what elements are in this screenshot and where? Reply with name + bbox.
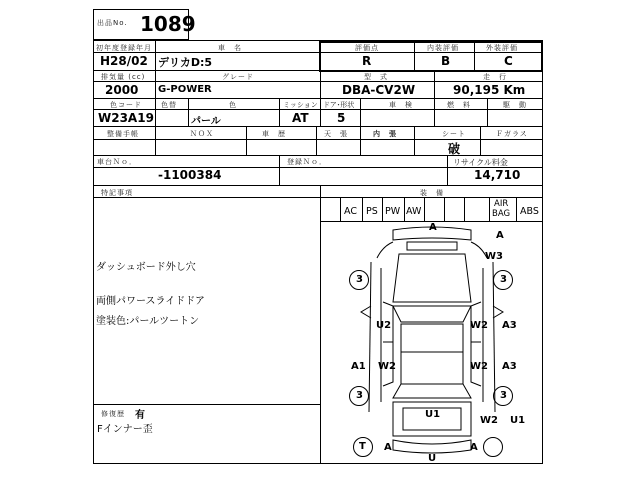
model-label: 車 名 xyxy=(218,44,242,52)
divider xyxy=(464,197,465,221)
doors-label: ドア･形状 xyxy=(323,101,355,109)
listing-number: 1089 xyxy=(140,12,196,36)
damage-mark: 3 xyxy=(356,390,363,401)
divider xyxy=(414,126,415,155)
interior-trim-label: 内 張 xyxy=(373,130,397,138)
equipment-ps: PS xyxy=(366,206,378,217)
exterior-rating-label: 外装評価 xyxy=(486,44,518,52)
nox-label: ＮＯＸ xyxy=(190,130,214,138)
glass-label: Ｆガラス xyxy=(496,130,528,138)
color-swap-label: 色替 xyxy=(161,101,177,109)
color-value: パール xyxy=(191,116,221,127)
damage-mark: 3 xyxy=(356,274,363,285)
damage-mark: W2 xyxy=(470,320,488,331)
notes-label: 特記事項 xyxy=(101,189,133,197)
exterior-rating-value: C xyxy=(504,54,513,68)
divider xyxy=(279,98,280,126)
listing-label: 出品No. xyxy=(97,19,128,27)
divider xyxy=(188,98,189,126)
history-label: 車 歴 xyxy=(262,130,286,138)
damage-mark: A xyxy=(384,442,392,453)
divider xyxy=(382,197,383,221)
car-diagram xyxy=(321,222,543,464)
damage-mark: T xyxy=(359,441,366,452)
doors-value: 5 xyxy=(337,111,346,125)
interior-rating-label: 内装評価 xyxy=(427,44,459,52)
divider xyxy=(489,197,490,221)
note-line: 塗装色:パールツートン xyxy=(96,316,200,327)
divider xyxy=(340,197,341,221)
divider xyxy=(424,197,425,221)
displacement-value: 2000 xyxy=(105,83,139,97)
spare-circle-right xyxy=(483,437,503,457)
divider xyxy=(360,126,361,155)
rating-label: 評価点 xyxy=(355,44,379,52)
divider xyxy=(246,126,247,155)
divider xyxy=(155,98,156,126)
divider xyxy=(480,126,481,155)
model-value: デリカD:5 xyxy=(158,56,213,69)
roof-label: 天 張 xyxy=(324,130,348,138)
chassis-label: 車台Ｎｏ． xyxy=(97,158,137,166)
repair-label: 修復歴 xyxy=(101,410,125,418)
divider xyxy=(93,155,543,156)
transmission-value: AT xyxy=(292,111,309,125)
equipment-aw: AW xyxy=(406,206,422,217)
manual-label: 整備手帳 xyxy=(107,130,139,138)
equipment-abs: ABS xyxy=(520,206,539,217)
damage-mark: U2 xyxy=(376,320,392,331)
divider xyxy=(447,155,448,185)
damage-mark: A xyxy=(496,230,504,241)
divider xyxy=(320,70,321,98)
divider xyxy=(444,197,445,221)
first-reg-value: H28/02 xyxy=(100,54,148,68)
divider xyxy=(155,40,156,70)
divider xyxy=(360,98,361,126)
repair-detail: Fインナー歪 xyxy=(97,424,153,435)
registration-label: 登録Ｎｏ． xyxy=(287,158,327,166)
divider xyxy=(516,197,517,221)
equipment-pw: PW xyxy=(385,206,401,217)
divider xyxy=(414,40,415,70)
seat-value: 破 xyxy=(448,142,461,156)
divider xyxy=(93,404,320,405)
inspection-label: 車 検 xyxy=(389,101,413,109)
color-code-value: W23A19 xyxy=(98,111,154,125)
divider xyxy=(404,197,405,221)
color-label: 色 xyxy=(229,101,237,109)
divider xyxy=(93,98,543,99)
divider xyxy=(93,126,543,127)
note-line: ダッシュボード外し穴 xyxy=(96,262,196,273)
interior-rating-value: B xyxy=(441,54,451,68)
divider xyxy=(434,98,435,126)
rating-value: R xyxy=(362,54,372,68)
displacement-label: 排気量 (cc) xyxy=(101,73,146,81)
equipment-airbag-top: AIR xyxy=(494,199,509,209)
fuel-label: 燃 料 xyxy=(447,101,471,109)
damage-mark: A xyxy=(429,222,437,233)
damage-mark: W3 xyxy=(485,251,503,262)
damage-mark: W2 xyxy=(378,361,396,372)
color-code-label: 色コード xyxy=(110,101,142,109)
divider xyxy=(434,70,435,98)
damage-mark: U1 xyxy=(425,409,441,420)
recycle-value: 14,710 xyxy=(474,168,521,182)
divider xyxy=(93,139,543,140)
damage-mark: U xyxy=(428,453,437,464)
mileage-label: 走 行 xyxy=(483,73,507,81)
damage-mark: 3 xyxy=(500,274,507,285)
model-code-label: 型 式 xyxy=(364,73,388,81)
damage-mark: 3 xyxy=(500,390,507,401)
damage-mark: A3 xyxy=(502,320,517,331)
seat-label: シート xyxy=(442,130,466,138)
note-line: 両側パワースライドドア xyxy=(96,296,205,307)
grade-label: グレード xyxy=(222,73,254,81)
first-reg-label: 初年度登録年月 xyxy=(96,44,152,52)
divider xyxy=(279,155,280,185)
grade-value: G-POWER xyxy=(158,84,212,95)
divider xyxy=(155,126,156,155)
chassis-value: -1100384 xyxy=(158,168,222,182)
repair-value: 有 xyxy=(135,410,145,421)
divider xyxy=(93,81,543,82)
damage-mark: U1 xyxy=(510,415,526,426)
damage-mark: A1 xyxy=(351,361,366,372)
damage-mark: A xyxy=(470,442,478,453)
equipment-ac: AC xyxy=(344,206,357,217)
divider xyxy=(316,126,317,155)
damage-mark: W2 xyxy=(470,361,488,372)
divider xyxy=(93,197,543,198)
divider xyxy=(93,185,543,186)
equipment-airbag-bottom: BAG xyxy=(492,209,511,219)
divider xyxy=(155,70,156,98)
divider xyxy=(320,98,321,126)
divider xyxy=(362,197,363,221)
drive-label: 駆 動 xyxy=(503,101,527,109)
damage-mark: A3 xyxy=(502,361,517,372)
equipment-label: 装 備 xyxy=(420,189,444,197)
model-code-value: DBA-CV2W xyxy=(342,83,416,97)
divider xyxy=(474,40,475,70)
recycle-label: リサイクル料金 xyxy=(453,158,508,167)
divider xyxy=(487,98,488,126)
mileage-value: 90,195 Km xyxy=(453,83,526,97)
damage-mark: W2 xyxy=(480,415,498,426)
transmission-label: ミッション xyxy=(283,101,318,109)
